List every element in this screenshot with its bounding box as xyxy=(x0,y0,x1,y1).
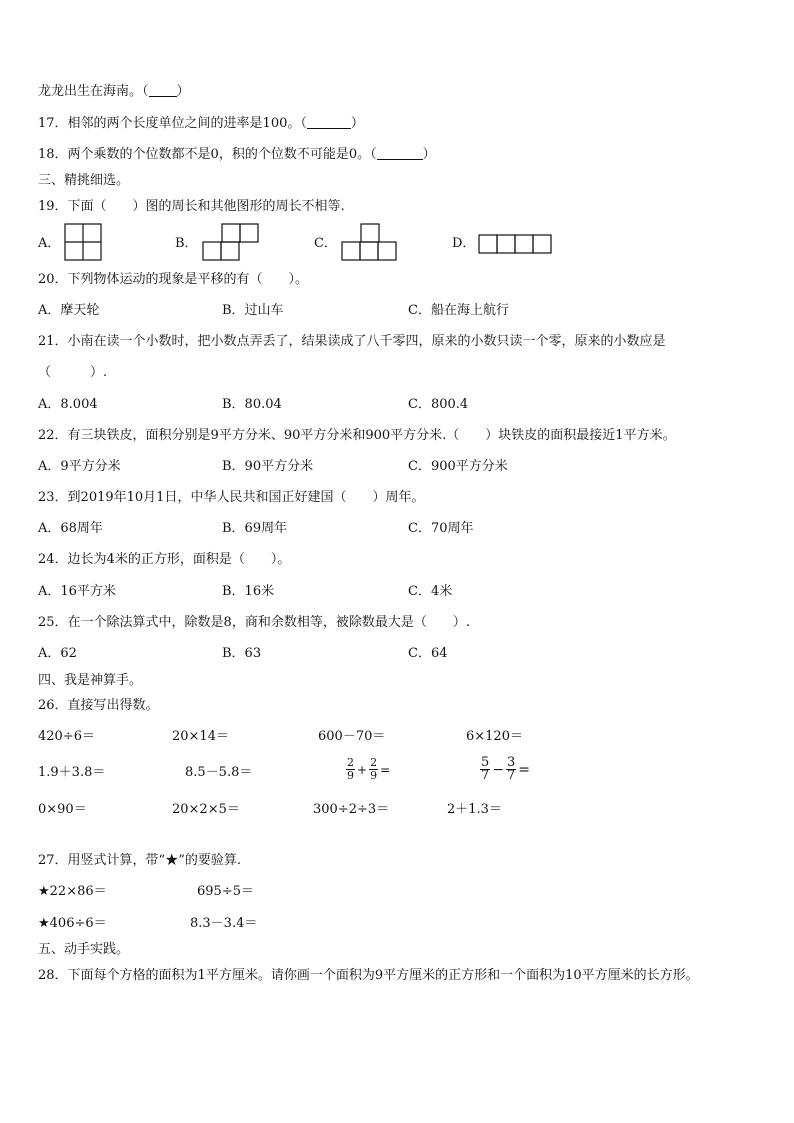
q16-line: 龙龙出生在海南。（ ） xyxy=(38,84,190,99)
q19-option-d-label: D． xyxy=(452,236,476,251)
q20-option-a[interactable]: A．摩天轮 xyxy=(38,303,100,318)
q24-option-c[interactable]: C．4米 xyxy=(408,584,453,599)
q21-option-c[interactable]: C．800.4 xyxy=(408,397,469,412)
fraction: $\frac{2}{9}$ xyxy=(370,756,378,782)
section-4-heading: 四、我是神算手。 xyxy=(38,673,143,688)
section-5-heading: 五、动手实践。 xyxy=(38,942,130,957)
q23-option-b[interactable]: B．69周年 xyxy=(222,521,288,536)
q26-fraction-expr-1: $\frac{2}{9}$ + $\frac{2}{9}$ = xyxy=(347,756,391,782)
q19-figure-c xyxy=(341,223,399,263)
q19-question: 19．下面（ ）图的周长和其他图形的周长不相等. xyxy=(38,199,345,214)
q17-line: 17．相邻的两个长度单位之间的进率是100。（ ） xyxy=(38,116,364,131)
q26-expr-2: 20×14＝ xyxy=(172,729,229,744)
q26-expr-1: 420÷6＝ xyxy=(38,729,95,744)
q23-option-c[interactable]: C．70周年 xyxy=(408,521,474,536)
q20-option-b[interactable]: B．过山车 xyxy=(222,303,284,318)
q18-line: 18．两个乘数的个位数都不是0，积的个位数不可能是0。（ ） xyxy=(38,147,436,162)
q24-option-b[interactable]: B．16米 xyxy=(222,584,275,599)
q26-expr-9: 300÷2÷3＝ xyxy=(313,802,390,817)
q16-text: 龙龙出生在海南。（ xyxy=(38,84,149,99)
q26-expr-6: 8.5－5.8＝ xyxy=(185,765,253,780)
q26-expr-4: 6×120＝ xyxy=(466,729,523,744)
q21-option-a[interactable]: A．8.004 xyxy=(38,397,98,412)
q26-expr-7: 0×90＝ xyxy=(38,802,87,817)
q23-question: 23．到2019年10月1日，中华人民共和国正好建国（ ）周年。 xyxy=(38,490,425,505)
q26-question: 26．直接写出得数。 xyxy=(38,698,159,713)
q22-option-b[interactable]: B．90平方分米 xyxy=(222,459,314,474)
q19-option-a-label: A． xyxy=(38,236,61,251)
q16-answer-blank[interactable] xyxy=(149,84,177,97)
section-3-heading: 三、精挑细选。 xyxy=(38,173,130,188)
q28-question: 28．下面每个方格的面积为1平方厘米。请你画一个面积为9平方厘米的正方形和一个面积为10平方厘米的长方形。 xyxy=(38,968,699,983)
q24-question: 24．边长为4米的正方形，面积是（ ）。 xyxy=(38,552,291,567)
q27-expr-1: ★22×86＝ xyxy=(38,884,107,899)
q25-option-a[interactable]: A．62 xyxy=(38,646,77,661)
q27-expr-2: 695÷5＝ xyxy=(197,884,254,899)
q22-question: 22．有三块铁皮，面积分别是9平方分米、90平方分米和900平方分米.（ ）块铁皮的面积最接近1平方米。 xyxy=(38,428,676,443)
q19-option-c-label: C． xyxy=(314,236,337,251)
q24-option-a[interactable]: A．16平方米 xyxy=(38,584,116,599)
q18-answer-blank[interactable] xyxy=(377,147,423,160)
q17-text: 17．相邻的两个长度单位之间的进率是100。（ xyxy=(38,116,307,131)
q27-expr-3: ★406÷6＝ xyxy=(38,916,107,931)
fraction: $\frac{5}{7}$ xyxy=(481,755,490,783)
q26-expr-5: 1.9＋3.8＝ xyxy=(38,765,106,780)
q27-expr-4: 8.3－3.4＝ xyxy=(190,916,258,931)
q17-answer-blank[interactable] xyxy=(307,116,351,129)
q25-option-c[interactable]: C．64 xyxy=(408,646,448,661)
q25-question: 25．在一个除法算式中，除数是8，商和余数相等，被除数最大是（ ）. xyxy=(38,615,470,630)
q26-expr-10: 2＋1.3＝ xyxy=(447,802,502,817)
q26-fraction-expr-2: $\frac{5}{7}$ − $\frac{3}{7}$ = xyxy=(481,755,531,783)
q27-question: 27．用竖式计算，带“★”的要验算. xyxy=(38,853,241,868)
q19-figure-a xyxy=(64,223,102,261)
q22-option-a[interactable]: A．9平方分米 xyxy=(38,459,121,474)
q21-question: 21．小南在读一个小数时，把小数点弄丢了，结果读成了八千零四，原来的小数只读一个零，原来的小数应是 xyxy=(38,334,666,349)
q23-option-a[interactable]: A．68周年 xyxy=(38,521,103,536)
q20-option-c[interactable]: C．船在海上航行 xyxy=(408,303,509,318)
q22-option-c[interactable]: C．900平方分米 xyxy=(408,459,508,474)
q21-option-b[interactable]: B．80.04 xyxy=(222,397,282,412)
fraction: $\frac{2}{9}$ xyxy=(347,756,354,782)
q26-expr-3: 600－70＝ xyxy=(318,729,386,744)
q19-option-b-label: B． xyxy=(175,236,198,251)
q18-text: 18．两个乘数的个位数都不是0，积的个位数不可能是0。（ xyxy=(38,147,377,162)
q20-question: 20．下列物体运动的现象是平移的有（ ）。 xyxy=(38,272,309,287)
q26-expr-8: 20×2×5＝ xyxy=(172,802,240,817)
q19-figure-d xyxy=(478,234,554,255)
q19-figure-b xyxy=(202,223,260,263)
q25-option-b[interactable]: B．63 xyxy=(222,646,262,661)
q21-question-cont: （ ）. xyxy=(38,365,108,380)
fraction: $\frac{3}{7}$ xyxy=(507,755,516,783)
